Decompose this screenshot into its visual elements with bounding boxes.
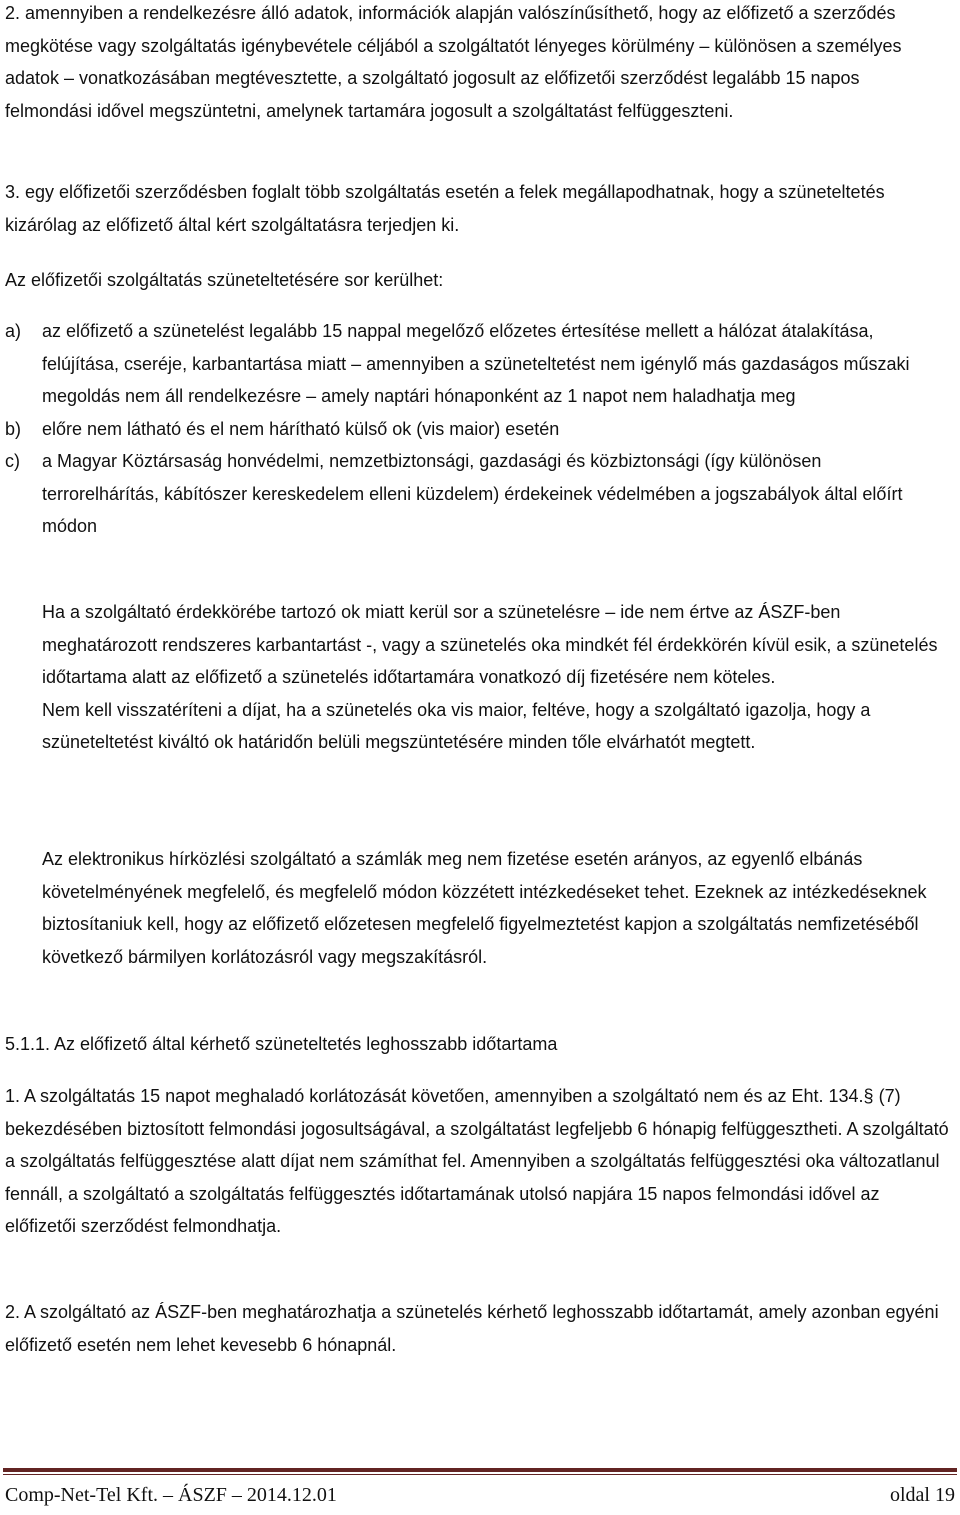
- list-marker: b): [5, 418, 22, 439]
- paragraph-text: 2. A szolgáltató az ÁSZF-ben meghatározhatja a szünetelés kérhető leghosszabb időtartamát, amely azonban egyéni előfizető esetén nem lehet kevesebb 6 hónapnál.: [5, 1302, 939, 1355]
- paragraph-suspension-intro: [5, 264, 951, 297]
- paragraph-text: Az előfizetői szolgáltatás szüneteltetésére sor kerülhet:: [5, 270, 444, 290]
- list-item: [5, 413, 951, 446]
- paragraph-text: Az elektronikus hírközlési szolgáltató a számlák meg nem fizetése esetén arányos, az egyenlő elbánás követelményének megfelelő, és megfelelő módon közzétett intézkedéseket tehet. Ezeknek az intézkedéseknek biztosítaniuk kell, hogy az előfizető előzetesen megfelelő figyelmeztetést kapjon a szolgáltatás nemfizetéséből következő bármilyen korlátozásról vagy megszakításról.: [42, 849, 927, 967]
- list-item: [5, 445, 951, 543]
- list-item: [5, 315, 951, 413]
- footer-document-info: Comp-Net-Tel Kft. – ÁSZF – 2014.12.01: [5, 1484, 337, 1506]
- list-item-text: a Magyar Köztársaság honvédelmi, nemzetbiztonsági, gazdasági és közbiztonsági (így különösen terrorelhárítás, kábítószer kereskedelem elleni küzdelem) érdekeinek védelmében a jogszabályok által előírt módon: [42, 451, 903, 536]
- paragraph-text: 2. amennyiben a rendelkezésre álló adatok, információk alapján valószínűsíthető, hogy az előfizető a szerződés megkötése vagy szolgáltatás igénybevétele céljából a szolgáltatót lényeges körülmény – különösen a személyes adatok – vonatkozásában megtévesztette, a szolgáltató jogosult az előfizetői szerződést legalább 15 napos felmondási idővel megszüntetni, amelynek tartamára jogosult a szolgáltatást felfüggeszteni.: [5, 3, 902, 121]
- paragraph-text: Nem kell visszatéríteni a díjat, ha a szünetelés oka vis maior, feltéve, hogy a szolgáltató igazolja, hogy a szüneteltetést kiváltó ok határidőn belüli megszüntetésére minden tőle elvárhatót megtett.: [42, 699, 871, 752]
- paragraph-multi-service: [5, 176, 951, 241]
- paragraph-limitation: [5, 1080, 951, 1243]
- paragraph-non-payment: [42, 843, 952, 973]
- paragraph-text: 3. egy előfizetői szerződésben foglalt több szolgáltatás esetén a felek megállapodhatnak, hogy a szüneteltetés kizárólag az előfizető által kért szolgáltatásra terjedjen ki.: [5, 182, 885, 235]
- list-marker: c): [5, 451, 20, 471]
- list-item-text: előre nem látható és el nem hárítható külső ok (vis maior) esetén: [42, 418, 560, 439]
- paragraph-termination: [5, 0, 951, 127]
- paragraph-text: Ha a szolgáltató érdekkörébe tartozó ok miatt kerül sor a szünetelésre – ide nem értve az ÁSZF-ben meghatározott rendszeres karbantartást -, vagy a szünetelés oka mindkét fél érdekkörén kívül esik, a szünetelés időtartama alatt az előfizető a szünetelés időtartamára vonatkozó díj fizetésére nem köteles.: [42, 602, 938, 687]
- section-heading: [5, 1028, 951, 1061]
- paragraph-max-duration: [5, 1296, 951, 1361]
- list-marker: a): [5, 321, 22, 341]
- footer-divider: [3, 1468, 957, 1472]
- footer-divider-thin: [3, 1474, 957, 1475]
- page-footer: [5, 1484, 955, 1507]
- suspension-reasons-list: [5, 315, 951, 543]
- heading-text: 5.1.1. Az előfizető által kérhető szüneteltetés leghosszabb időtartama: [5, 1034, 558, 1054]
- page-number: oldal 19: [890, 1484, 955, 1506]
- paragraph-fee-exemption: [42, 596, 952, 759]
- paragraph-text: 1. A szolgáltatás 15 napot meghaladó korlátozását követően, amennyiben a szolgáltató nem és az Eht. 134.§ (7) bekezdésében biztosított felmondási jogosultságával, a szolgáltatást legfeljebb 6 hónapig felfüggesztheti. A szolgáltató a szolgáltatás felfüggesztése alatt díjat nem számíthat fel. Amennyiben a szolgáltatás felfüggesztési oka változatlanul fennáll, a szolgáltató a szolgáltatás felfüggesztés időtartamának utolsó napjára 15 napos felmondási idővel az előfizetői szerződést felmondhatja.: [5, 1086, 949, 1236]
- list-item-text: az előfizető a szünetelést legalább 15 nappal megelőző előzetes értesítése mellett a hálózat átalakítása, felújítása, cseréje, karbantartása miatt – amennyiben a szüneteltetést nem igénylő más gazdaságos műszaki megoldás nem áll rendelkezésre – amely naptári hónaponként az 1 napot nem haladhatja meg: [42, 321, 910, 406]
